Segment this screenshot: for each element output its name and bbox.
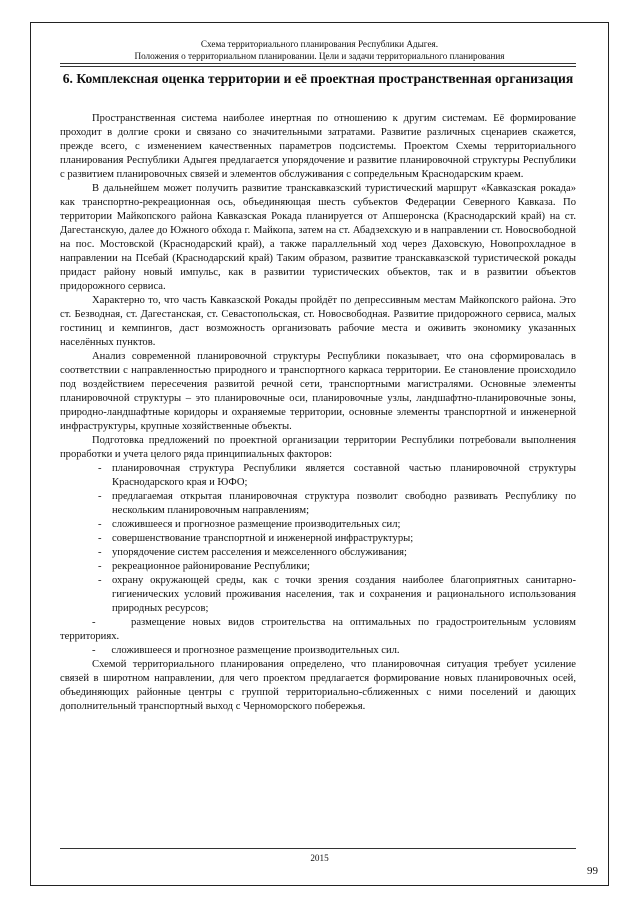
list-item-text: охрану окружающей среды, как с точки зрения создания наиболее благоприятных санитарно-гигиенических условий проживания населения, так и сохранения и рационального использования природных ресурсов; (112, 575, 576, 614)
list-item (60, 560, 576, 574)
running-header (30, 38, 609, 62)
list-item (60, 574, 576, 616)
body-text (60, 112, 576, 714)
footer-year: 2015 (310, 853, 329, 863)
dash-marker: - (98, 575, 102, 586)
dash-marker: - (98, 463, 102, 474)
dash-marker: - (98, 533, 102, 544)
dash-marker: - (98, 547, 102, 558)
header-rule-bottom (60, 66, 576, 67)
dash-paragraph (60, 616, 576, 644)
list-item-text: рекреационное районирование Республики; (112, 561, 310, 572)
paragraph: Характерно то, что часть Кавказской Рокады пройдёт по депрессивным местам Майкопского района. Это ст. Безводная, ст. Дагестанская, ст. Севастопольская, ст. Новосвободная. Развитие придорожного сервиса, малых гостиниц и кемпингов, даст возможность организовать рабочие места и оживить экономику указанных населённых пунктов. (60, 295, 576, 348)
dash-paragraph-text: размещение новых видов строительства на оптимальных по градостроительным условиям территориях. (60, 617, 576, 642)
paragraph: Пространственная система наиболее инертная по отношению к другим системам. Её формирование проходит в долгие сроки и связано со значительными затратами. Развитие различных сценариев скажется, прежде всего, с изменением качественных параметров подсистемы. Проектом Схемы территориального планирования Республики Адыгея предлагается упорядочение и развитие планировочной структуры Республики с развитием планировочных связей и элементов обслуживания с сопредельным Краснодарским краем. (60, 113, 576, 180)
list-item-text: совершенствование транспортной и инженерной инфраструктуры; (112, 533, 414, 544)
dash-marker: - (98, 491, 102, 502)
page-number: 99 (587, 865, 598, 877)
header-line-2: Положения о территориальном планировании. Цели и задачи территориального планирования (134, 51, 505, 61)
paragraph: Подготовка предложений по проектной организации территории Республики потребовали выполнения проработки и учета целого ряда принципиальных факторов: (60, 435, 576, 460)
paragraph: Анализ современной планировочной структуры Республики показывает, что она сформировалась в соответствии с направленностью природного и транспортного каркаса территории. Ее становление происходило под воздействием пересечения развитой речной сети, транспортными магистралями. Основные элементы планировочной структуры – это планировочные оси, планировочные узлы, ландшафтно-планировочные зоны, природно-ландшафтные коридоры и охраняемые территории, основные элементы транспортной и инженерной инфраструктуры, крупные хозяйственные объекты. (60, 351, 576, 432)
section-title: 6. Комплексная оценка территории и её проектная пространственная организация (62, 71, 574, 86)
factor-list (60, 462, 576, 616)
list-item-text: сложившееся и прогнозное размещение производительных сил; (112, 519, 401, 530)
list-item (60, 462, 576, 490)
paragraph: В дальнейшем может получить развитие транскавказский туристический маршрут «Кавказская рокада» как транспортно-рекреационная ось, объединяющая шесть субъектов Федерации Северного Кавказа. По территории Майкопского района Кавказская Рокада планируется от Апшеронска (Краснодарский край) на ст. Дагестанскую, далее до Южного обхода г. Майкопа, затем на ст. Абадзехскую и в направлении ст. Новосвободной на пос. Мостовской (Краснодарский край), а также параллельный ход через Даховскую, Новопрохладное в направлении на Псебай (Краснодарский край) Таким образом, развитие транскавказской туристической рокады придаст району новый импульс, как в развитии туристических объектов, так и в развитии объектов придорожного сервиса. (60, 183, 576, 292)
list-item-text: планировочная структура Республики является составной частью планировочной структуры Краснодарского края и ЮФО; (112, 463, 576, 488)
list-item (60, 532, 576, 546)
list-item-text: предлагаемая открытая планировочная структура позволит свободно развивать Республику по нескольким планировочным направлениям; (112, 491, 576, 516)
footer-rule (60, 848, 576, 849)
list-item-text: упорядочение систем расселения и межселенного обслуживания; (112, 547, 407, 558)
list-item (60, 518, 576, 532)
dash-marker: - (98, 561, 102, 572)
header-line-1: Схема территориального планирования Республики Адыгея. (200, 39, 439, 49)
dash-paragraph (60, 644, 576, 658)
list-item (60, 490, 576, 518)
dash-marker: - (92, 617, 96, 628)
dash-paragraph-text: сложившееся и прогнозное размещение производительных сил. (111, 645, 400, 656)
header-rule-top (60, 63, 576, 64)
dash-marker: - (98, 519, 102, 530)
list-item (60, 546, 576, 560)
closing-paragraph: Схемой территориального планирования определено, что планировочная ситуация требует усиление связей в широтном направлении, для чего проектом предлагается формирование новых планировочных осей, объединяющих районные центры с группой территориально-сближенных с ними поселений и дающих дополнительный транспортный выход с Черноморского побережья. (60, 659, 576, 712)
dash-marker: - (92, 645, 96, 656)
